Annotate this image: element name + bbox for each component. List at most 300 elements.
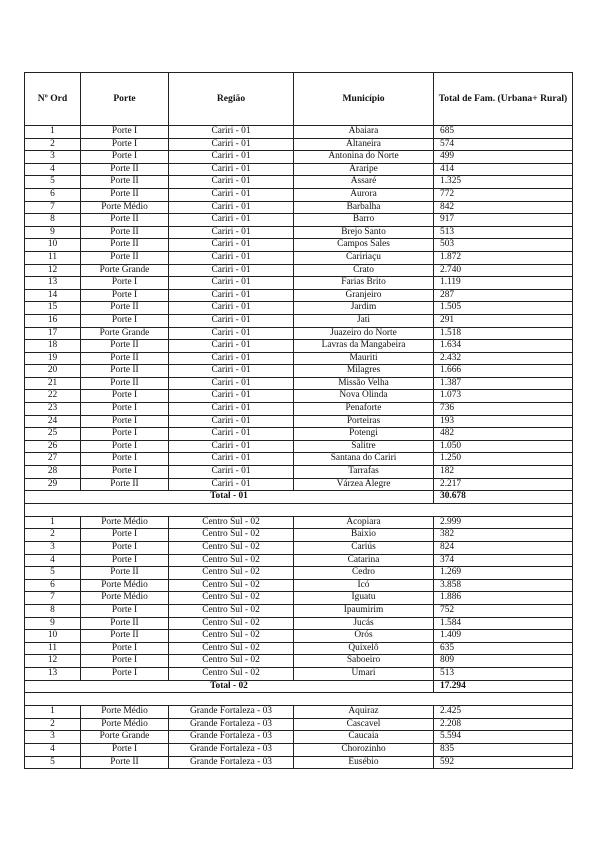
cell-municipio: Saboeiro	[294, 655, 434, 668]
cell-regiao: Centro Sul - 02	[169, 630, 294, 643]
cell-municipio: Baixio	[294, 529, 434, 542]
cell-ord: 20	[25, 365, 81, 378]
table-row	[25, 667, 573, 680]
cell-municipio: Jardim	[294, 302, 434, 315]
cell-ord: 1	[25, 706, 81, 719]
cell-ord: 6	[25, 188, 81, 201]
cell-municipio: Barbalha	[294, 201, 434, 214]
cell-regiao: Cariri - 01	[169, 188, 294, 201]
header-row	[25, 73, 573, 126]
cell-ord: 8	[25, 604, 81, 617]
table-row	[25, 377, 573, 390]
table-row	[25, 630, 573, 643]
cell-regiao: Cariri - 01	[169, 214, 294, 227]
cell-porte: Porte Grande	[81, 264, 169, 277]
cell-regiao: Centro Sul - 02	[169, 592, 294, 605]
cell-municipio: Penaforte	[294, 403, 434, 416]
table-row	[25, 542, 573, 555]
cell-total: 374	[434, 554, 573, 567]
cell-ord: 29	[25, 478, 81, 491]
table-row	[25, 214, 573, 227]
cell-municipio: Altaneira	[294, 138, 434, 151]
cell-regiao: Cariri - 01	[169, 126, 294, 139]
cell-ord: 5	[25, 176, 81, 189]
cell-total: 1.634	[434, 340, 573, 353]
cell-municipio: Nova Olinda	[294, 390, 434, 403]
cell-municipio: Iguatu	[294, 592, 434, 605]
cell-porte: Porte Médio	[81, 706, 169, 719]
cell-total: 1.387	[434, 377, 573, 390]
table-row	[25, 264, 573, 277]
cell-total: 3.858	[434, 579, 573, 592]
table-row	[25, 478, 573, 491]
cell-regiao: Centro Sul - 02	[169, 579, 294, 592]
cell-municipio: Chorozinho	[294, 743, 434, 756]
cell-total: 5.594	[434, 731, 573, 744]
table-row	[25, 440, 573, 453]
cell-porte: Porte II	[81, 214, 169, 227]
cell-regiao: Centro Sul - 02	[169, 667, 294, 680]
cell-ord: 9	[25, 226, 81, 239]
cell-ord: 3	[25, 542, 81, 555]
cell-total: 1.325	[434, 176, 573, 189]
cell-ord: 4	[25, 163, 81, 176]
cell-ord: 2	[25, 529, 81, 542]
cell-total: 1.872	[434, 251, 573, 264]
table-row	[25, 743, 573, 756]
table-row	[25, 706, 573, 719]
cell-regiao: Centro Sul - 02	[169, 655, 294, 668]
total-label: Total - 02	[25, 680, 434, 693]
cell-municipio: Antonina do Norte	[294, 151, 434, 164]
cell-porte: Porte I	[81, 667, 169, 680]
cell-porte: Porte II	[81, 251, 169, 264]
cell-total: 1.409	[434, 630, 573, 643]
cell-municipio: Assaré	[294, 176, 434, 189]
cell-ord: 18	[25, 340, 81, 353]
cell-total: 482	[434, 428, 573, 441]
cell-municipio: Acopiara	[294, 516, 434, 529]
cell-ord: 19	[25, 352, 81, 365]
cell-porte: Porte II	[81, 756, 169, 769]
cell-porte: Porte I	[81, 314, 169, 327]
total-value: 17.294	[434, 680, 573, 693]
cell-regiao: Cariri - 01	[169, 377, 294, 390]
table-row	[25, 579, 573, 592]
table-row	[25, 655, 573, 668]
table-row	[25, 554, 573, 567]
cell-ord: 10	[25, 239, 81, 252]
cell-regiao: Centro Sul - 02	[169, 604, 294, 617]
cell-total: 1.050	[434, 440, 573, 453]
cell-regiao: Cariri - 01	[169, 314, 294, 327]
spacer-cell	[25, 503, 573, 516]
cell-regiao: Centro Sul - 02	[169, 554, 294, 567]
cell-total: 1.518	[434, 327, 573, 340]
cell-total: 1.666	[434, 365, 573, 378]
cell-regiao: Centro Sul - 02	[169, 542, 294, 555]
table-row	[25, 176, 573, 189]
cell-porte: Porte II	[81, 302, 169, 315]
cell-total: 635	[434, 642, 573, 655]
cell-total: 503	[434, 239, 573, 252]
cell-municipio: Aurora	[294, 188, 434, 201]
cell-porte: Porte II	[81, 567, 169, 580]
cell-total: 2.999	[434, 516, 573, 529]
table-row	[25, 327, 573, 340]
cell-regiao: Cariri - 01	[169, 390, 294, 403]
cell-porte: Porte I	[81, 277, 169, 290]
cell-ord: 11	[25, 251, 81, 264]
cell-ord: 13	[25, 277, 81, 290]
table-row	[25, 352, 573, 365]
cell-total: 291	[434, 314, 573, 327]
cell-porte: Porte I	[81, 554, 169, 567]
cell-municipio: Orós	[294, 630, 434, 643]
table-row	[25, 138, 573, 151]
cell-ord: 23	[25, 403, 81, 416]
cell-municipio: Mauriti	[294, 352, 434, 365]
cell-porte: Porte I	[81, 453, 169, 466]
cell-total: 382	[434, 529, 573, 542]
cell-porte: Porte Médio	[81, 579, 169, 592]
cell-regiao: Cariri - 01	[169, 163, 294, 176]
cell-porte: Porte I	[81, 655, 169, 668]
cell-municipio: Jati	[294, 314, 434, 327]
cell-total: 193	[434, 415, 573, 428]
table-row	[25, 289, 573, 302]
table-body	[25, 126, 573, 769]
header-municipio: Município	[294, 73, 434, 126]
cell-regiao: Cariri - 01	[169, 453, 294, 466]
table-row	[25, 239, 573, 252]
total-label: Total - 01	[25, 491, 434, 504]
cell-municipio: Abaiara	[294, 126, 434, 139]
total-row	[25, 491, 573, 504]
cell-porte: Porte I	[81, 415, 169, 428]
cell-ord: 6	[25, 579, 81, 592]
cell-total: 917	[434, 214, 573, 227]
cell-total: 592	[434, 756, 573, 769]
cell-total: 1.073	[434, 390, 573, 403]
cell-municipio: Aquiraz	[294, 706, 434, 719]
table-row	[25, 251, 573, 264]
table-row	[25, 642, 573, 655]
table-row	[25, 718, 573, 731]
section-spacer	[25, 503, 573, 516]
table-row	[25, 126, 573, 139]
cell-total: 574	[434, 138, 573, 151]
cell-municipio: Farias Brito	[294, 277, 434, 290]
cell-ord: 24	[25, 415, 81, 428]
cell-porte: Porte II	[81, 377, 169, 390]
cell-regiao: Cariri - 01	[169, 289, 294, 302]
table-row	[25, 428, 573, 441]
cell-municipio: Juazeiro do Norte	[294, 327, 434, 340]
cell-total: 752	[434, 604, 573, 617]
cell-total: 2.208	[434, 718, 573, 731]
cell-porte: Porte I	[81, 138, 169, 151]
cell-ord: 27	[25, 453, 81, 466]
cell-ord: 28	[25, 466, 81, 479]
cell-municipio: Santana do Cariri	[294, 453, 434, 466]
cell-total: 2.432	[434, 352, 573, 365]
cell-porte: Porte I	[81, 428, 169, 441]
table-row	[25, 604, 573, 617]
table-row	[25, 466, 573, 479]
cell-total: 2.217	[434, 478, 573, 491]
cell-regiao: Centro Sul - 02	[169, 567, 294, 580]
cell-porte: Porte II	[81, 226, 169, 239]
cell-regiao: Cariri - 01	[169, 151, 294, 164]
cell-municipio: Potengi	[294, 428, 434, 441]
cell-porte: Porte II	[81, 617, 169, 630]
table-row	[25, 415, 573, 428]
cell-porte: Porte II	[81, 239, 169, 252]
cell-porte: Porte Médio	[81, 592, 169, 605]
cell-regiao: Cariri - 01	[169, 340, 294, 353]
cell-municipio: Caririaçu	[294, 251, 434, 264]
cell-regiao: Cariri - 01	[169, 466, 294, 479]
cell-total: 772	[434, 188, 573, 201]
cell-total: 1.250	[434, 453, 573, 466]
cell-porte: Porte II	[81, 630, 169, 643]
cell-regiao: Grande Fortaleza - 03	[169, 731, 294, 744]
cell-regiao: Cariri - 01	[169, 176, 294, 189]
cell-municipio: Lavras da Mangabeira	[294, 340, 434, 353]
cell-total: 287	[434, 289, 573, 302]
spacer-cell	[25, 693, 573, 706]
header-ord: Nº Ord	[25, 73, 81, 126]
cell-municipio: Missão Velha	[294, 377, 434, 390]
header-porte: Porte	[81, 73, 169, 126]
cell-ord: 17	[25, 327, 81, 340]
cell-regiao: Grande Fortaleza - 03	[169, 756, 294, 769]
table-row	[25, 529, 573, 542]
cell-regiao: Cariri - 01	[169, 138, 294, 151]
cell-porte: Porte Médio	[81, 201, 169, 214]
cell-porte: Porte Médio	[81, 516, 169, 529]
cell-porte: Porte II	[81, 478, 169, 491]
cell-porte: Porte II	[81, 352, 169, 365]
cell-total: 685	[434, 126, 573, 139]
cell-porte: Porte I	[81, 403, 169, 416]
cell-ord: 16	[25, 314, 81, 327]
total-row	[25, 680, 573, 693]
cell-porte: Porte I	[81, 126, 169, 139]
cell-ord: 3	[25, 151, 81, 164]
cell-ord: 13	[25, 667, 81, 680]
cell-porte: Porte I	[81, 642, 169, 655]
cell-ord: 7	[25, 201, 81, 214]
cell-ord: 5	[25, 567, 81, 580]
cell-regiao: Cariri - 01	[169, 277, 294, 290]
cell-regiao: Cariri - 01	[169, 478, 294, 491]
cell-regiao: Centro Sul - 02	[169, 516, 294, 529]
cell-ord: 9	[25, 617, 81, 630]
cell-regiao: Cariri - 01	[169, 352, 294, 365]
cell-porte: Porte II	[81, 365, 169, 378]
table-row	[25, 163, 573, 176]
cell-porte: Porte I	[81, 466, 169, 479]
cell-porte: Porte I	[81, 604, 169, 617]
cell-porte: Porte I	[81, 151, 169, 164]
cell-regiao: Cariri - 01	[169, 264, 294, 277]
cell-municipio: Catarina	[294, 554, 434, 567]
table-row	[25, 314, 573, 327]
cell-porte: Porte I	[81, 743, 169, 756]
cell-porte: Porte I	[81, 542, 169, 555]
section-spacer	[25, 693, 573, 706]
cell-regiao: Cariri - 01	[169, 365, 294, 378]
cell-regiao: Grande Fortaleza - 03	[169, 743, 294, 756]
cell-regiao: Cariri - 01	[169, 415, 294, 428]
table-row	[25, 188, 573, 201]
cell-ord: 3	[25, 731, 81, 744]
cell-total: 835	[434, 743, 573, 756]
families-table	[24, 72, 573, 769]
table-row	[25, 151, 573, 164]
cell-porte: Porte Médio	[81, 718, 169, 731]
cell-ord: 2	[25, 138, 81, 151]
cell-total: 414	[434, 163, 573, 176]
table-row	[25, 731, 573, 744]
table-row	[25, 277, 573, 290]
cell-ord: 12	[25, 655, 81, 668]
cell-municipio: Cedro	[294, 567, 434, 580]
header-regiao: Região	[169, 73, 294, 126]
cell-porte: Porte Grande	[81, 327, 169, 340]
cell-ord: 26	[25, 440, 81, 453]
cell-total: 2.740	[434, 264, 573, 277]
cell-municipio: Várzea Alegre	[294, 478, 434, 491]
cell-porte: Porte I	[81, 440, 169, 453]
cell-total: 809	[434, 655, 573, 668]
cell-municipio: Quixelô	[294, 642, 434, 655]
total-value: 30.678	[434, 491, 573, 504]
cell-ord: 7	[25, 592, 81, 605]
cell-ord: 15	[25, 302, 81, 315]
table-row	[25, 390, 573, 403]
cell-regiao: Centro Sul - 02	[169, 617, 294, 630]
cell-municipio: Barro	[294, 214, 434, 227]
cell-municipio: Porteiras	[294, 415, 434, 428]
cell-total: 1.505	[434, 302, 573, 315]
cell-total: 513	[434, 226, 573, 239]
cell-municipio: Cariús	[294, 542, 434, 555]
cell-municipio: Tarrafas	[294, 466, 434, 479]
cell-municipio: Cascavel	[294, 718, 434, 731]
cell-ord: 1	[25, 126, 81, 139]
cell-municipio: Umari	[294, 667, 434, 680]
cell-total: 2.425	[434, 706, 573, 719]
cell-ord: 2	[25, 718, 81, 731]
cell-ord: 21	[25, 377, 81, 390]
cell-regiao: Cariri - 01	[169, 201, 294, 214]
cell-municipio: Campos Sales	[294, 239, 434, 252]
cell-municipio: Ipaumirim	[294, 604, 434, 617]
cell-total: 513	[434, 667, 573, 680]
cell-ord: 11	[25, 642, 81, 655]
cell-regiao: Grande Fortaleza - 03	[169, 718, 294, 731]
cell-porte: Porte II	[81, 163, 169, 176]
cell-municipio: Granjeiro	[294, 289, 434, 302]
table-row	[25, 592, 573, 605]
cell-ord: 14	[25, 289, 81, 302]
cell-total: 1.886	[434, 592, 573, 605]
table-row	[25, 226, 573, 239]
cell-porte: Porte I	[81, 289, 169, 302]
cell-regiao: Cariri - 01	[169, 428, 294, 441]
table-row	[25, 201, 573, 214]
cell-regiao: Cariri - 01	[169, 239, 294, 252]
cell-total: 736	[434, 403, 573, 416]
cell-porte: Porte Grande	[81, 731, 169, 744]
cell-municipio: Araripe	[294, 163, 434, 176]
table-row	[25, 365, 573, 378]
cell-ord: 4	[25, 554, 81, 567]
cell-municipio: Jucás	[294, 617, 434, 630]
cell-regiao: Cariri - 01	[169, 226, 294, 239]
table-row	[25, 756, 573, 769]
cell-ord: 1	[25, 516, 81, 529]
cell-ord: 10	[25, 630, 81, 643]
cell-regiao: Cariri - 01	[169, 251, 294, 264]
header-total-familias: Total de Fam. (Urbana+ Rural)	[434, 73, 573, 126]
cell-total: 842	[434, 201, 573, 214]
cell-porte: Porte II	[81, 188, 169, 201]
cell-municipio: Icó	[294, 579, 434, 592]
cell-total: 1.584	[434, 617, 573, 630]
cell-ord: 12	[25, 264, 81, 277]
cell-ord: 8	[25, 214, 81, 227]
cell-regiao: Grande Fortaleza - 03	[169, 706, 294, 719]
table-row	[25, 340, 573, 353]
table-row	[25, 403, 573, 416]
table-row	[25, 567, 573, 580]
table-row	[25, 302, 573, 315]
cell-porte: Porte II	[81, 340, 169, 353]
cell-regiao: Centro Sul - 02	[169, 529, 294, 542]
cell-ord: 25	[25, 428, 81, 441]
cell-total: 182	[434, 466, 573, 479]
cell-ord: 4	[25, 743, 81, 756]
cell-municipio: Milagres	[294, 365, 434, 378]
cell-regiao: Cariri - 01	[169, 403, 294, 416]
cell-porte: Porte I	[81, 529, 169, 542]
cell-ord: 22	[25, 390, 81, 403]
cell-municipio: Eusébio	[294, 756, 434, 769]
table-row	[25, 516, 573, 529]
table-row	[25, 617, 573, 630]
cell-regiao: Cariri - 01	[169, 327, 294, 340]
cell-municipio: Brejo Santo	[294, 226, 434, 239]
cell-total: 499	[434, 151, 573, 164]
cell-municipio: Salitre	[294, 440, 434, 453]
cell-regiao: Cariri - 01	[169, 440, 294, 453]
cell-total: 1.119	[434, 277, 573, 290]
cell-total: 824	[434, 542, 573, 555]
cell-regiao: Centro Sul - 02	[169, 642, 294, 655]
table-row	[25, 453, 573, 466]
cell-porte: Porte I	[81, 390, 169, 403]
cell-ord: 5	[25, 756, 81, 769]
cell-municipio: Caucaia	[294, 731, 434, 744]
cell-porte: Porte II	[81, 176, 169, 189]
cell-regiao: Cariri - 01	[169, 302, 294, 315]
cell-total: 1.269	[434, 567, 573, 580]
cell-municipio: Crato	[294, 264, 434, 277]
